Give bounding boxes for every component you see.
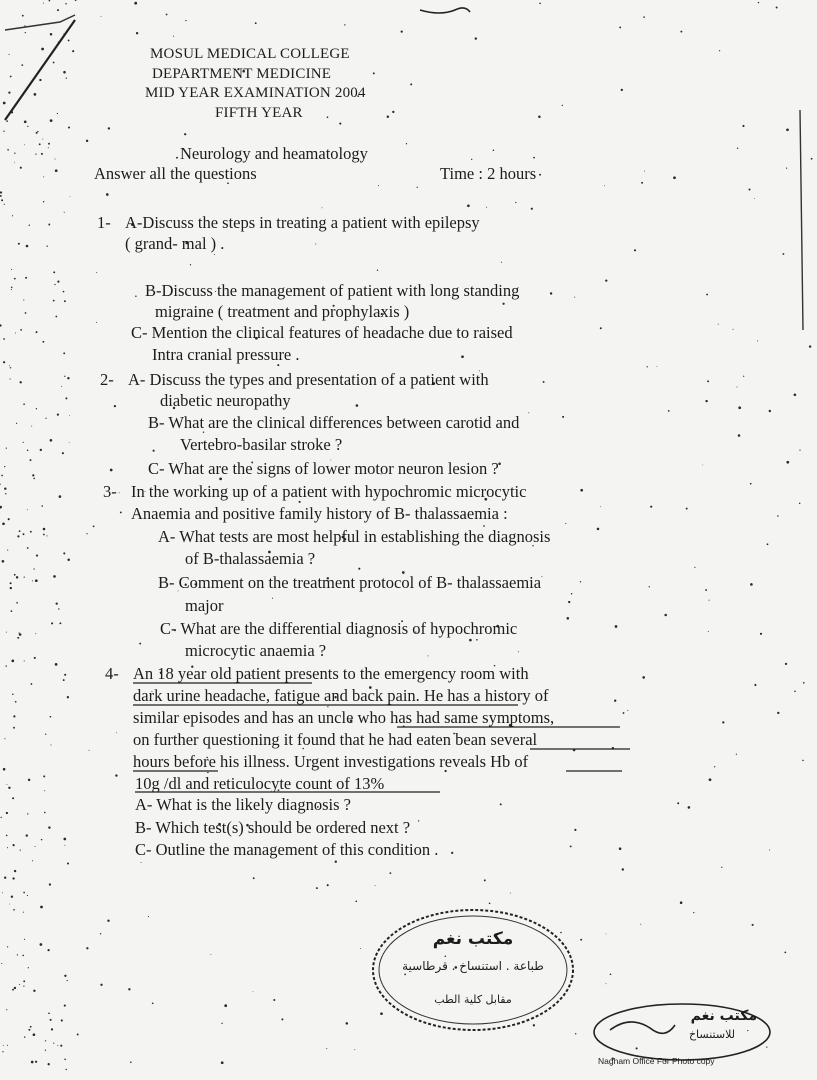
q3-number: 3- bbox=[103, 482, 117, 501]
stamp-corner-line1: مكتب نغم bbox=[690, 1008, 757, 1024]
q3-b-line2: major bbox=[185, 596, 224, 615]
q2-a-line1: A- Discuss the types and presentation of a patient with bbox=[128, 370, 489, 389]
stamp-center-line2: طباعة . استنساخ . قرطاسية bbox=[402, 959, 544, 973]
q4-a: A- What is the likely diagnosis ? bbox=[135, 795, 351, 814]
q1-a-line1: A-Discuss the steps in treating a patient with epilepsy bbox=[125, 213, 480, 232]
q4-line1: An 18 year old patient presents to the emergency room with bbox=[133, 664, 529, 683]
time-allowed: Time : 2 hours bbox=[440, 164, 537, 183]
q4-c: C- Outline the management of this condition . bbox=[135, 840, 439, 859]
q3-c-line1: C- What are the differential diagnosis of hypochromic bbox=[160, 619, 518, 638]
q4-line6: 10g /dl and reticulocyte count of 13% bbox=[135, 774, 385, 793]
stamp-center-line1: مكتب نغم bbox=[432, 929, 514, 949]
year-label: FIFTH YEAR bbox=[215, 105, 303, 121]
q1-number: 1- bbox=[97, 213, 111, 232]
q3-a-line1: A- What tests are most helpful in establishing the diagnosis bbox=[158, 527, 551, 546]
q1-c-line1: C- Mention the clinical features of headache due to raised bbox=[131, 323, 513, 342]
q3-a-line2: of B-thalassaemia ? bbox=[185, 549, 316, 568]
q1-c-line2: Intra cranial pressure . bbox=[152, 345, 300, 364]
subject-title: Neurology and heamatology bbox=[180, 144, 368, 163]
q4-number: 4- bbox=[105, 664, 119, 683]
q4-b: B- Which test(s) should be ordered next ? bbox=[135, 818, 411, 837]
q1-b-line2: migraine ( treatment and prophylaxis ) bbox=[155, 302, 410, 321]
q3-c-line2: microcytic anaemia ? bbox=[185, 641, 327, 660]
office-stamp-center bbox=[368, 905, 578, 1035]
instruction-text: Answer all the questions bbox=[94, 164, 257, 183]
office-stamp-corner bbox=[590, 1000, 775, 1072]
q4-line3: similar episodes and has an uncle who has had same symptoms, bbox=[133, 708, 555, 727]
q4-line2: dark urine headache, fatigue and back pain. He has a history of bbox=[133, 686, 549, 705]
stamp-center-line3: مقابل كلية الطب bbox=[434, 993, 512, 1006]
q4-line4: on further questioning it found that he had eaten bean several bbox=[133, 730, 538, 749]
q2-number: 2- bbox=[100, 370, 114, 389]
q3-stem-line1: In the working up of a patient with hypochromic microcytic bbox=[131, 482, 527, 501]
q1-a-line2: ( grand- mal ) . bbox=[125, 234, 225, 253]
q2-c-line1: C- What are the signs of lower motor neuron lesion ? bbox=[148, 459, 499, 478]
q2-b-line1: B- What are the clinical differences between carotid and bbox=[148, 413, 520, 432]
q3-stem-line2: Anaemia and positive family history of B- thalassaemia : bbox=[131, 504, 508, 523]
stamp-corner-line2: للاستنساخ bbox=[688, 1028, 735, 1041]
stamp-corner-line3: Nagham Office For Photo copy bbox=[598, 1056, 715, 1066]
q1-b-line1: B-Discuss the management of patient with long standing bbox=[145, 281, 520, 300]
college-name: MOSUL MEDICAL COLLEGE bbox=[150, 46, 350, 62]
q2-a-line2: diabetic neuropathy bbox=[160, 391, 291, 410]
q2-b-line2: Vertebro-basilar stroke ? bbox=[180, 435, 343, 454]
exam-title: MID YEAR EXAMINATION 2004 bbox=[145, 85, 366, 101]
q4-line5: hours before his illness. Urgent investigations reveals Hb of bbox=[133, 752, 529, 771]
q3-b-line1: B- Comment on the treatment protocol of B- thalassaemia bbox=[158, 573, 542, 592]
department-name: DEPARTMENT MEDICINE bbox=[152, 66, 332, 82]
